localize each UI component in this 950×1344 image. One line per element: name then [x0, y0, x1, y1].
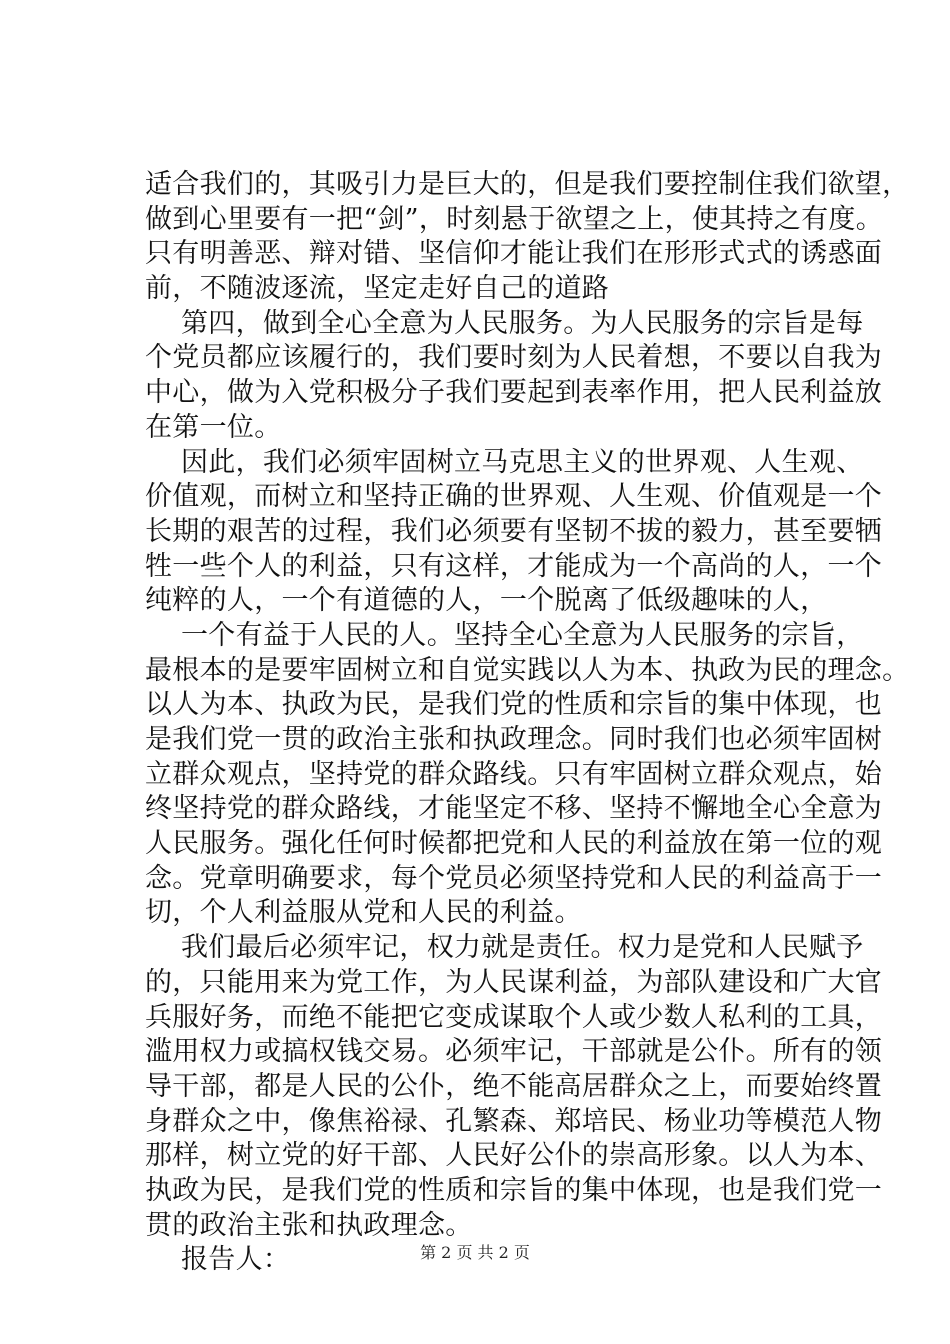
text-line: 个党员都应该履行的，我们要时刻为人民着想，不要以自我为: [145, 342, 883, 374]
text-line: 念。党章明确要求，每个党员必须坚持党和人民的利益高于一: [145, 862, 883, 894]
text-line: 的，只能用来为党工作，为人民谋利益，为部队建设和广大官: [145, 966, 883, 998]
text-line: 导干部，都是人民的公仆，绝不能高居群众之上，而要始终置: [145, 1070, 883, 1102]
text-line: 以人为本、执政为民，是我们党的性质和宗旨的集中体现，也: [145, 689, 883, 721]
text-line: 中心，做为入党积极分子我们要起到表率作用，把人民利益放: [145, 377, 883, 409]
text-line: 纯粹的人，一个有道德的人，一个脱离了低级趣味的人，: [145, 585, 828, 617]
text-line: 身群众之中，像焦裕禄、孔繁森、郑培民、杨业功等模范人物: [145, 1105, 883, 1137]
text-line: 立群众观点，坚持党的群众路线。只有牢固树立群众观点，始: [145, 758, 883, 790]
text-line: 报告人：: [181, 1244, 291, 1276]
text-line: 人民服务。强化任何时候都把党和人民的利益放在第一位的观: [145, 828, 883, 860]
text-line: 执政为民，是我们党的性质和宗旨的集中体现，也是我们党一: [145, 1174, 883, 1206]
text-line: 一个有益于人民的人。坚持全心全意为人民服务的宗旨，: [181, 619, 864, 651]
text-line: 长期的艰苦的过程，我们必须要有坚韧不拔的毅力，甚至要牺: [145, 515, 883, 547]
text-line: 我们最后必须牢记，权力就是责任。权力是党和人民赋予: [181, 932, 864, 964]
text-line: 牲一些个人的利益，只有这样，才能成为一个高尚的人，一个: [145, 550, 883, 582]
text-line: 贯的政治主张和执政理念。: [145, 1209, 473, 1241]
document-body: [145, 168, 910, 1278]
text-line: 只有明善恶、辩对错、坚信仰才能让我们在形形式式的诱惑面: [145, 238, 883, 270]
page-footer: 第 2 页 共 2 页: [420, 1243, 530, 1262]
text-line: 因此，我们必须牢固树立马克思主义的世界观、人生观、: [181, 446, 864, 478]
text-line: 前，不随波逐流，坚定走好自己的道路: [145, 273, 610, 305]
text-line: 滥用权力或搞权钱交易。必须牢记，干部就是公仆。所有的领: [145, 1036, 883, 1068]
text-line: 最根本的是要牢固树立和自觉实践以人为本、执政为民的理念。: [145, 654, 910, 686]
text-line: 在第一位。: [145, 411, 282, 443]
text-line: 做到心里要有一把“剑”，时刻悬于欲望之上，使其持之有度。: [145, 203, 884, 235]
text-line: 兵服好务，而绝不能把它变成谋取个人或少数人私利的工具，: [145, 1001, 883, 1033]
text-line: 第四，做到全心全意为人民服务。为人民服务的宗旨是每: [181, 307, 864, 339]
text-line: 切，个人利益服从党和人民的利益。: [145, 897, 582, 929]
text-line: 终坚持党的群众路线，才能坚定不移、坚持不懈地全心全意为: [145, 793, 883, 825]
text-line: 价值观，而树立和坚持正确的世界观、人生观、价值观是一个: [145, 481, 883, 513]
text-line: 适合我们的，其吸引力是巨大的，但是我们要控制住我们欲望，: [145, 169, 910, 200]
text-line: 是我们党一贯的政治主张和执政理念。同时我们也必须牢固树: [145, 724, 883, 755]
text-line: 那样，树立党的好干部、人民好公仆的崇高形象。以人为本、: [145, 1140, 883, 1172]
